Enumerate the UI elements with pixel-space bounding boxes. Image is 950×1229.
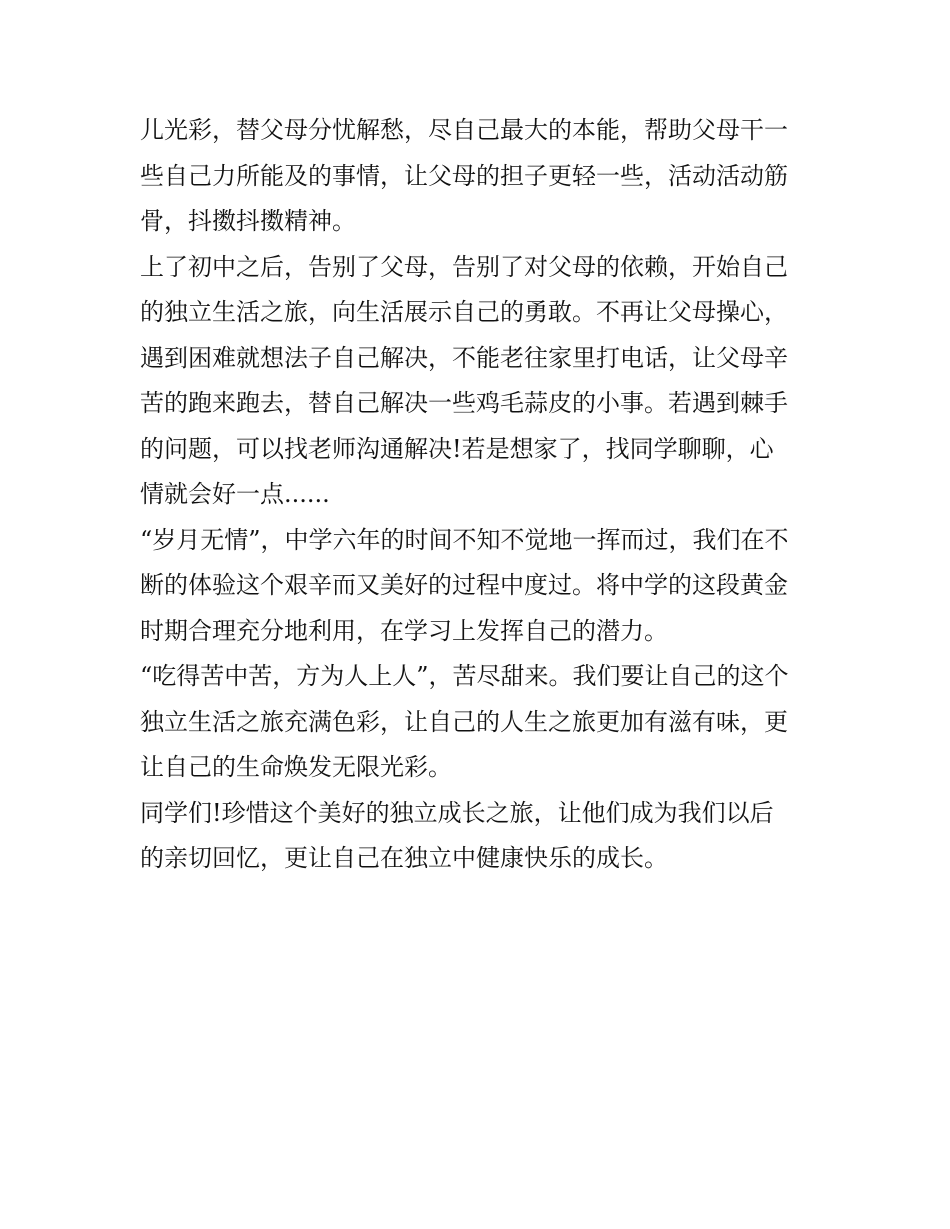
text-line: 情就会好一点...... bbox=[140, 480, 330, 508]
text-line: 儿光彩，替父母分忧解愁，尽自己最大的本能，帮助父母干一 bbox=[140, 116, 788, 144]
document-body bbox=[140, 108, 816, 882]
paragraph-1 bbox=[140, 108, 816, 245]
paragraph-4 bbox=[140, 654, 816, 791]
text-line: 的亲切回忆，更让自己在独立中健康快乐的成长。 bbox=[140, 844, 668, 872]
text-line: 些自己力所能及的事情，让父母的担子更轻一些，活动活动筋 bbox=[140, 161, 788, 190]
text-line: 骨，抖擞抖擞精神。 bbox=[140, 207, 356, 235]
paragraph-2 bbox=[140, 245, 816, 518]
text-line: 的问题，可以找老师沟通解决!若是想家了，找同学聊聊，心 bbox=[140, 434, 774, 463]
paragraph-5 bbox=[140, 791, 816, 882]
text-line: 苦的跑来跑去，替自己解决一些鸡毛蒜皮的小事。若遇到棘手 bbox=[140, 389, 788, 417]
text-line: “吃得苦中苦，方为人上人”，苦尽甜来。我们要让自己的这个 bbox=[140, 662, 789, 690]
text-line: 断的体验这个艰辛而又美好的过程中度过。将中学的这段黄金 bbox=[140, 571, 788, 599]
text-line: 独立生活之旅充满色彩，让自己的人生之旅更加有滋有味，更 bbox=[140, 707, 788, 736]
paragraph-3 bbox=[140, 518, 816, 655]
text-line: 遇到困难就想法子自己解决，不能老往家里打电话，让父母辛 bbox=[140, 343, 788, 372]
text-line: 让自己的生命焕发无限光彩。 bbox=[140, 753, 452, 781]
text-line: 上了初中之后，告别了父母，告别了对父母的依赖，开始自己 bbox=[140, 252, 788, 281]
text-line: 时期合理充分地利用，在学习上发挥自己的潜力。 bbox=[140, 616, 668, 645]
text-line: 的独立生活之旅，向生活展示自己的勇敢。不再让父母操心， bbox=[140, 298, 788, 326]
text-line: 同学们!珍惜这个美好的独立成长之旅，让他们成为我们以后 bbox=[140, 798, 774, 827]
text-line: “岁月无情”，中学六年的时间不知不觉地一挥而过，我们在不 bbox=[140, 525, 789, 554]
